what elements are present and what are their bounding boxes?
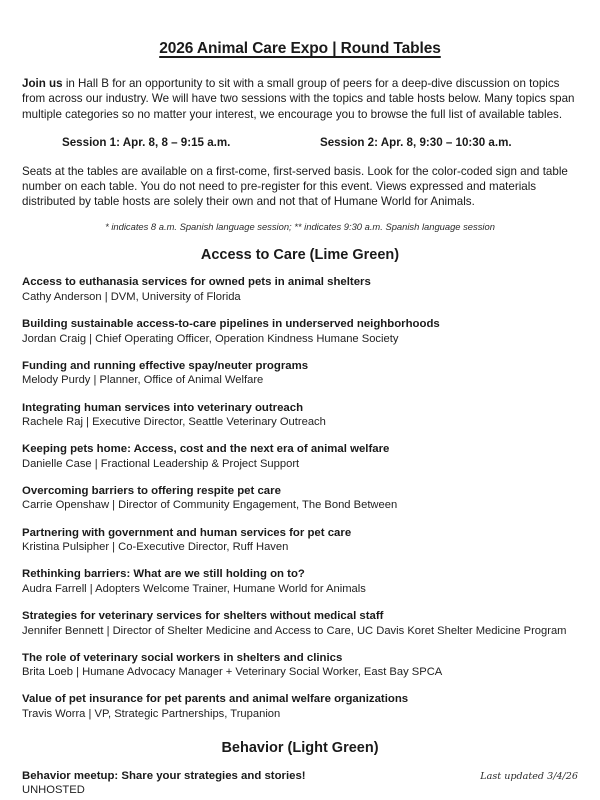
intro-body-text: in Hall B for an opportunity to sit with a small group of peers for a deep-dive discussion on topics from across our industry. We will have two sessions with the topics and table hosts below. Many topics span multiple categories so no matter your interest, we encourage you to browse the full list of available tables. [22,77,575,121]
round-table-entry [22,359,578,388]
entry-presenter: UNHOSTED [22,784,85,797]
session-times-row [22,135,578,150]
round-table-entry [22,526,578,555]
entry-title: Integrating human services into veterinary outreach [22,401,304,414]
section-heading: Behavior (Light Green) [221,739,379,756]
entry-presenter: Travis Worra | VP, Strategic Partnerships, Trupanion [22,707,281,720]
page-title-text: 2026 Animal Care Expo | Round Tables [159,40,441,57]
round-table-entry [22,484,578,513]
entry-title: Funding and running effective spay/neuter programs [22,359,309,372]
entry-presenter: Jordan Craig | Chief Operating Officer, Operation Kindness Humane Society [22,332,399,345]
entry-presenter: Rachele Raj | Executive Director, Seattle Veterinary Outreach [22,416,326,429]
entry-presenter: Cathy Anderson | DVM, University of Florida [22,291,241,304]
entry-title: Strategies for veterinary services for shelters without medical staff [22,609,384,622]
entry-presenter: Jennifer Bennett | Director of Shelter Medicine and Access to Care, UC Davis Koret Shelter Medicine Program [22,624,567,637]
round-table-entry [22,442,578,471]
seating-note: Seats at the tables are available on a first-come, first-served basis. Look for the color-coded sign and table number on each table. You do not need to pre-register for this event. Views expressed and materials distributed by table hosts are solely their own and not that of Humane World for Animals. [22,164,568,209]
language-session-note: * indicates 8 a.m. Spanish language session; ** indicates 9:30 a.m. Spanish language session [105,221,495,233]
last-updated-footer: Last updated 3/4/26 [480,771,578,782]
entry-presenter: Kristina Pulsipher | Co-Executive Director, Ruff Haven [22,541,289,554]
entry-title: Value of pet insurance for pet parents and animal welfare organizations [22,693,409,706]
intro-lead-bold: Join us [22,77,63,90]
intro-paragraph [22,76,578,122]
entry-title: Behavior meetup: Share your strategies and stories! [22,769,306,782]
round-table-entry [22,609,578,638]
entry-title: Keeping pets home: Access, cost and the next era of animal welfare [22,443,390,456]
round-table-entry [22,692,578,721]
session-2-label: Session 2: Apr. 8, 9:30 – 10:30 a.m. [320,136,512,150]
section-behavior [22,740,578,798]
entry-presenter: Danielle Case | Fractional Leadership & Project Support [22,457,300,470]
page-title [22,0,578,58]
entry-presenter: Carrie Openshaw | Director of Community Engagement, The Bond Between [22,499,398,512]
section-heading: Access to Care (Lime Green) [200,247,400,264]
entry-title: Access to euthanasia services for owned pets in animal shelters [22,276,371,289]
session-1-label: Session 1: Apr. 8, 8 – 9:15 a.m. [62,136,231,150]
entry-presenter: Brita Loeb | Humane Advocacy Manager + Veterinary Social Worker, East Bay SPCA [22,666,443,679]
round-table-entry [22,401,578,430]
entry-title: Rethinking barriers: What are we still holding on to? [22,568,305,581]
round-table-entry [22,567,578,596]
entry-title: The role of veterinary social workers in shelters and clinics [22,651,343,664]
round-table-entry [22,651,578,680]
entry-title: Overcoming barriers to offering respite pet care [22,484,281,497]
entry-presenter: Audra Farrell | Adopters Welcome Trainer, Humane World for Animals [22,582,366,595]
entry-presenter: Melody Purdy | Planner, Office of Animal Welfare [22,374,264,387]
entry-title: Building sustainable access-to-care pipelines in underserved neighborhoods [22,318,440,331]
round-table-entry [22,275,578,304]
section-access-to-care [22,247,578,721]
round-table-entry [22,317,578,346]
entry-title: Partnering with government and human services for pet care [22,526,352,539]
